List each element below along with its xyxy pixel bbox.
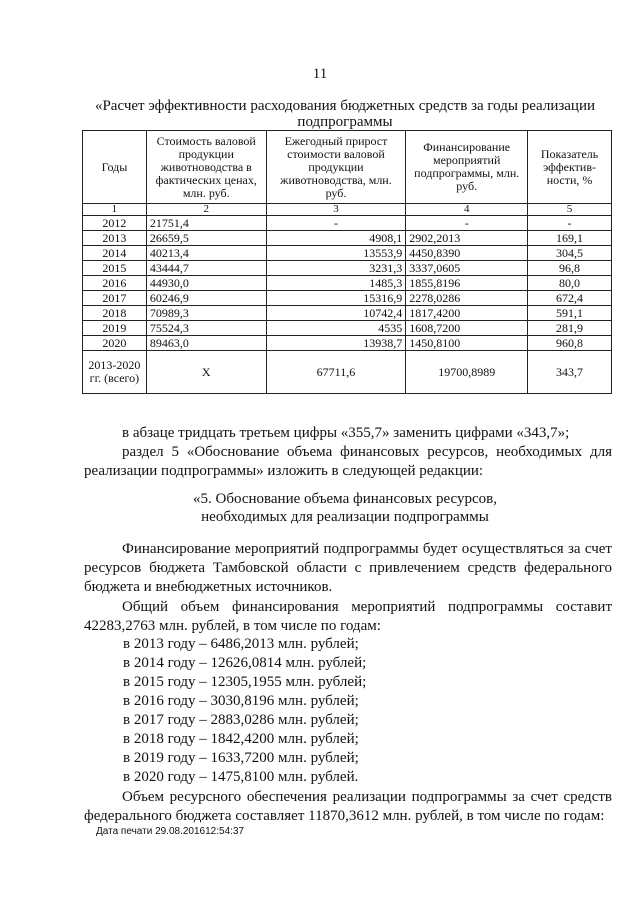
efficiency-cell: 169,1: [528, 231, 612, 246]
financing-paragraph: Финансирование мероприятий подпрограммы будет осуществляться за счет ресурсов бюджета Тамбовской области с привлечением средств федерального бюджета и внебюджетных источников.: [84, 541, 612, 595]
header-financing: Финансирование мероприятий подпрограммы, млн. руб.: [406, 131, 528, 204]
efficiency-cell: 591,1: [528, 306, 612, 321]
efficiency-table: [82, 130, 612, 394]
column-index: 1: [83, 204, 147, 216]
year-cell: 2012: [83, 216, 147, 231]
year-cell: 2019: [83, 321, 147, 336]
column-index: 4: [406, 204, 528, 216]
financing-cell: 4450,8390: [406, 246, 528, 261]
financing-cell: -: [406, 216, 528, 231]
amendment-paragraph-1: в абзаце тридцать третьем цифры «355,7» заменить цифрами «343,7»;: [122, 425, 570, 441]
growth-cell: 3231,3: [266, 261, 406, 276]
financing-cell: 3337,0605: [406, 261, 528, 276]
growth-cell: -: [266, 216, 406, 231]
gross-output-cell: 75524,3: [146, 321, 266, 336]
year-cell: 2016: [83, 276, 147, 291]
financing-cell: 2902,2013: [406, 231, 528, 246]
table-title: «Расчет эффективности расходования бюджетных средств за годы реализации подпрограммы: [94, 98, 596, 130]
year-cell: 2014: [83, 246, 147, 261]
page-number: 11: [312, 66, 328, 82]
efficiency-cell: -: [528, 216, 612, 231]
total-volume-paragraph: Общий объем финансирования мероприятий подпрограммы составит 42283,2763 млн. рублей, в том числе по годам:: [84, 599, 612, 634]
table-row: [83, 306, 612, 321]
efficiency-cell: 80,0: [528, 276, 612, 291]
year-financing-line: в 2018 году – 1842,4200 млн. рублей;: [123, 731, 359, 747]
year-financing-line: в 2015 году – 12305,1955 млн. рублей;: [123, 674, 367, 690]
header-efficiency: Показатель эффектив-ности, %: [528, 131, 612, 204]
section-heading-line-1: «5. Обоснование объема финансовых ресурсов,: [192, 491, 497, 507]
financing-cell: 1817,4200: [406, 306, 528, 321]
growth-cell: 13553,9: [266, 246, 406, 261]
gross-output-cell: 44930,0: [146, 276, 266, 291]
gross-output-cell: 40213,4: [146, 246, 266, 261]
table-row: [83, 261, 612, 276]
header-gross-output: Стоимость валовой продукции животноводства в фактических ценах, млн. руб.: [146, 131, 266, 204]
financing-cell: 1450,8100: [406, 336, 528, 351]
total-period-cell: 2013-2020 гг. (всего): [83, 351, 147, 394]
gross-output-cell: 70989,3: [146, 306, 266, 321]
financing-cell: 2278,0286: [406, 291, 528, 306]
table-row: [83, 231, 612, 246]
growth-cell: 1485,3: [266, 276, 406, 291]
efficiency-cell: 304,5: [528, 246, 612, 261]
total-financing-cell: 19700,8989: [406, 351, 528, 394]
table-header-row: [83, 131, 612, 204]
growth-cell: 10742,4: [266, 306, 406, 321]
growth-cell: 4908,1: [266, 231, 406, 246]
financing-cell: 1608,7200: [406, 321, 528, 336]
efficiency-cell: 672,4: [528, 291, 612, 306]
total-gross-output-cell: X: [146, 351, 266, 394]
gross-output-cell: 60246,9: [146, 291, 266, 306]
column-index: 5: [528, 204, 612, 216]
gross-output-cell: 26659,5: [146, 231, 266, 246]
year-financing-line: в 2014 году – 12626,0814 млн. рублей;: [123, 655, 367, 671]
table-total-row: [83, 351, 612, 394]
gross-output-cell: 43444,7: [146, 261, 266, 276]
header-annual-growth: Ежегодный прирост стоимости валовой продукции животноводства, млн. руб.: [266, 131, 406, 204]
amendment-paragraph-2: раздел 5 «Обоснование объема финансовых ресурсов, необходимых для реализации подпрограммы» изложить в следующей редакции:: [84, 444, 612, 479]
table-row: [83, 276, 612, 291]
year-financing-line: в 2013 году – 6486,2013 млн. рублей;: [123, 636, 359, 652]
column-index: 2: [146, 204, 266, 216]
header-years: Годы: [83, 131, 147, 204]
print-date-footer: Дата печати 29.08.201612:54:37: [96, 826, 245, 837]
growth-cell: 13938,7: [266, 336, 406, 351]
growth-cell: 15316,9: [266, 291, 406, 306]
year-cell: 2013: [83, 231, 147, 246]
year-financing-line: в 2019 году – 1633,7200 млн. рублей;: [123, 750, 359, 766]
year-financing-line: в 2016 году – 3030,8196 млн. рублей;: [123, 693, 359, 709]
section-heading-line-2: необходимых для реализации подпрограммы: [201, 509, 489, 525]
table-row: [83, 321, 612, 336]
table-row: [83, 246, 612, 261]
federal-budget-paragraph: Объем ресурсного обеспечения реализации подпрограммы за счет средств федерального бюджета составляет 11870,3612 млн. рублей, в том числе по годам:: [84, 789, 612, 824]
gross-output-cell: 89463,0: [146, 336, 266, 351]
efficiency-cell: 960,8: [528, 336, 612, 351]
year-financing-line: в 2020 году – 1475,8100 млн. рублей.: [123, 769, 359, 785]
efficiency-cell: 96,8: [528, 261, 612, 276]
column-index: 3: [266, 204, 406, 216]
year-cell: 2020: [83, 336, 147, 351]
table-row: [83, 291, 612, 306]
year-financing-line: в 2017 году – 2883,0286 млн. рублей;: [123, 712, 359, 728]
year-cell: 2015: [83, 261, 147, 276]
financing-cell: 1855,8196: [406, 276, 528, 291]
year-cell: 2017: [83, 291, 147, 306]
growth-cell: 4535: [266, 321, 406, 336]
gross-output-cell: 21751,4: [146, 216, 266, 231]
year-cell: 2018: [83, 306, 147, 321]
column-index-row: [83, 204, 612, 216]
table-row: [83, 336, 612, 351]
efficiency-cell: 281,9: [528, 321, 612, 336]
table-row: [83, 216, 612, 231]
total-efficiency-cell: 343,7: [528, 351, 612, 394]
total-growth-cell: 67711,6: [266, 351, 406, 394]
